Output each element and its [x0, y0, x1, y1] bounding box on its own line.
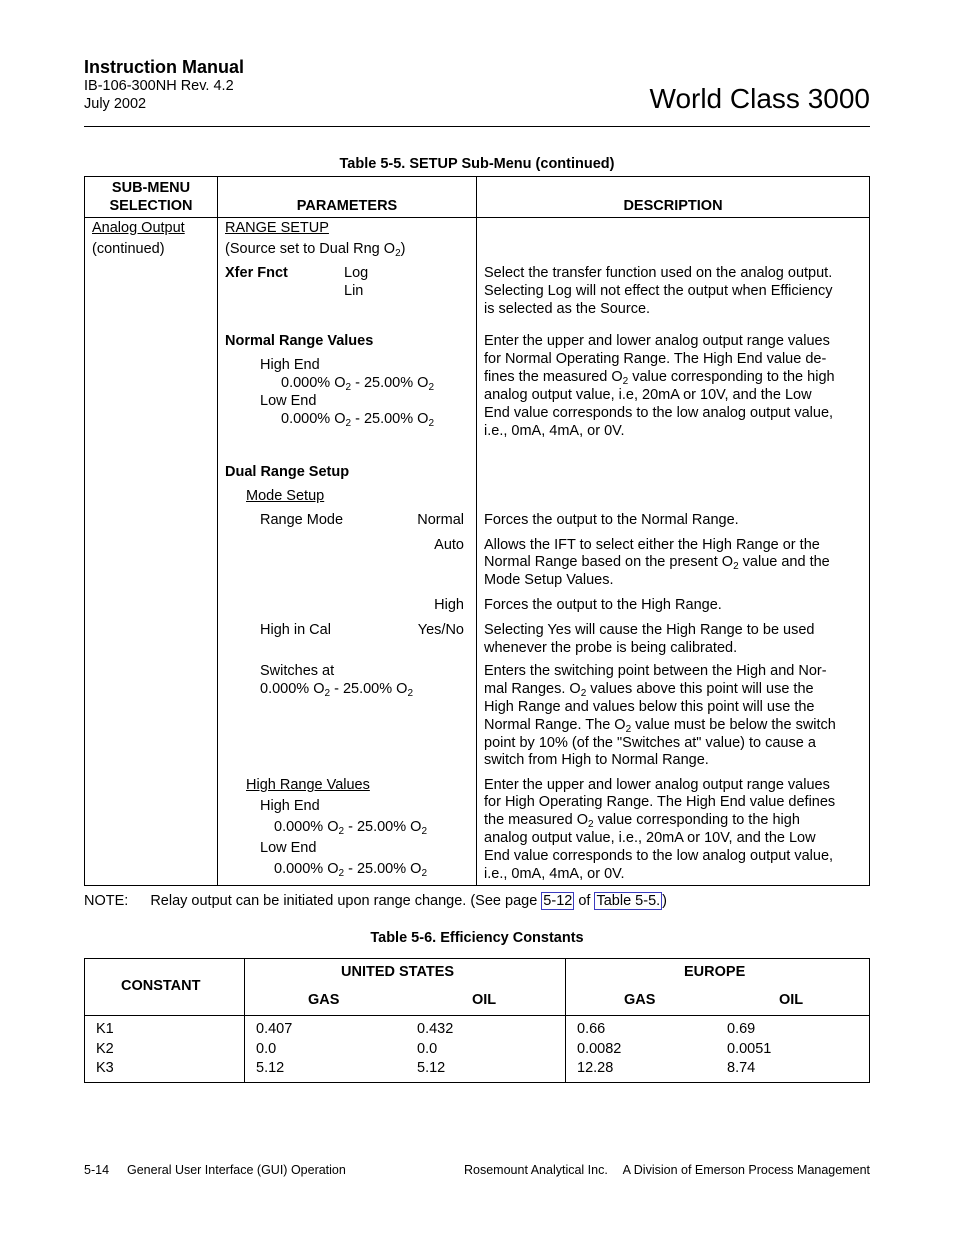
eu-oil-k2: 0.0051: [727, 1041, 772, 1057]
eu-gas-k1: 0.66: [577, 1021, 606, 1037]
constant-k1: K1: [96, 1021, 114, 1037]
normal-desc-6: i.e., 0mA, 4mA, or 0V.: [484, 423, 625, 439]
switches-at-range: 0.000% $O_2 - 25.00\%$ $O_2$: [260, 681, 413, 699]
high-range-desc-3: the measured $O_2$ value corresponding to the high: [484, 812, 800, 830]
efficiency-constants-table: [84, 958, 870, 1083]
xfer-desc-1: Select the transfer function used on the analog output.: [484, 265, 833, 281]
eu-oil-k3: 8.74: [727, 1060, 756, 1076]
source-note: (Source set to Dual Rng $O_2$): [225, 241, 406, 259]
eu-oil-k1: 0.69: [727, 1021, 756, 1037]
range-mode-normal: Normal: [417, 512, 464, 528]
high-mode-desc: Forces the output to the High Range.: [484, 597, 722, 613]
normal-desc-4: analog output value, i.e, 20mA or 10V, and the Low: [484, 387, 812, 403]
constant-k2: K2: [96, 1041, 114, 1057]
normal-high-end: High End: [260, 357, 320, 373]
us-gas-header: GAS: [308, 992, 340, 1008]
table-5-6-caption: Table 5-6. Efficiency Constants: [370, 930, 584, 946]
us-values-cell: [245, 1016, 565, 1082]
eu-gas-k2: 0.0082: [577, 1041, 622, 1057]
high-range-desc-2: for High Operating Range. The High End value defines: [484, 794, 836, 810]
normal-desc-5: End value corresponds to the low analog output value,: [484, 405, 834, 421]
us-oil-k2: 0.0: [417, 1041, 438, 1057]
eu-gas-k3: 12.28: [577, 1060, 614, 1076]
footer-company: Rosemount Analytical Inc.: [464, 1163, 608, 1177]
footer-section: General User Interface (GUI) Operation: [127, 1163, 346, 1177]
auto-desc-1: Allows the IFT to select either the High Range or the: [484, 537, 820, 553]
xfer-desc-2: Selecting Log will not effect the output when Efficiency: [484, 283, 833, 299]
high-range-desc-6: i.e., 0mA, 4mA, or 0V.: [484, 866, 625, 882]
switch-desc-1: Enters the switching point between the High and Nor-: [484, 663, 827, 679]
col-description-header: DESCRIPTION: [477, 177, 870, 218]
switch-desc-6: switch from High to Normal Range.: [484, 752, 709, 768]
eu-gas-header: GAS: [624, 992, 656, 1008]
constant-k3: K3: [96, 1060, 114, 1076]
constant-names-cell: [85, 1016, 244, 1082]
cal-desc-2: whenever the probe is being calibrated.: [484, 640, 738, 656]
submenu-analog-output: Analog Output: [92, 220, 185, 236]
europe-values-cell: [566, 1016, 869, 1082]
switch-desc-2: mal Ranges. $O_2$ values above this point will use the: [484, 681, 814, 699]
us-gas-k2: 0.0: [256, 1041, 277, 1057]
normal-range-label: Normal Range Values: [225, 333, 374, 349]
switch-desc-4: Normal Range. The $O_2$ value must be below the switch: [484, 717, 836, 735]
high-range-desc-5: End value corresponds to the low analog output value,: [484, 848, 834, 864]
xfer-desc-3: is selected as the Source.: [484, 301, 651, 317]
submenu-cell: [85, 218, 217, 885]
note-of: of: [574, 893, 595, 909]
high-in-cal-label: High in Cal: [260, 622, 331, 638]
cal-desc-1: Selecting Yes will cause the High Range to be used: [484, 622, 815, 638]
dual-range-label: Dual Range Setup: [225, 464, 350, 480]
range-setup-label: RANGE SETUP: [225, 220, 329, 236]
setup-submenu-table: [84, 176, 870, 886]
high-range-low-values: 0.000% $O_2 - 25.00\%$ $O_2$: [274, 861, 427, 879]
relay-note: [84, 893, 667, 909]
col-submenu-header: [85, 177, 218, 218]
xfer-log: Log: [344, 265, 369, 281]
normal-high-range: 0.000% $O_2 - 25.00\%$ $O_2$: [281, 375, 434, 393]
eu-oil-header: OIL: [779, 992, 804, 1008]
parameters-cell: [218, 218, 476, 885]
note-text: Relay output can be initiated upon range change. (See page: [150, 893, 542, 909]
normal-desc-3: fines the measured $O_2$ value corresponding to the high: [484, 369, 835, 387]
col-parameters-header: PARAMETERS: [218, 177, 477, 218]
xfer-fnct-label: Xfer Fnct: [225, 265, 288, 281]
us-gas-k1: 0.407: [256, 1021, 293, 1037]
range-mode-high: High: [434, 597, 464, 613]
normal-mode-desc: Forces the output to the Normal Range.: [484, 512, 739, 528]
manual-title: Instruction Manual: [84, 57, 245, 77]
table-5-5-caption: Table 5-5. SETUP Sub-Menu (continued): [339, 156, 615, 172]
us-header-cell: [245, 959, 565, 1015]
switch-desc-5: point by 10% (of the "Switches at" value) to cause a: [484, 735, 816, 751]
us-header: UNITED STATES: [341, 964, 455, 980]
normal-desc-1: Enter the upper and lower analog output range values: [484, 333, 830, 349]
auto-desc-2: Normal Range based on the present $O_2$ value and the: [484, 554, 830, 572]
description-cell: [477, 218, 869, 885]
note-prefix: NOTE:: [84, 893, 129, 909]
us-oil-header: OIL: [472, 992, 497, 1008]
table-link[interactable]: Table 5-5.: [596, 893, 661, 909]
auto-desc-3: Mode Setup Values.: [484, 572, 614, 588]
footer-division: A Division of Emerson Process Management: [622, 1163, 870, 1177]
high-range-desc-4: analog output value, i.e., 20mA or 10V, and the Low: [484, 830, 816, 846]
normal-desc-2: for Normal Operating Range. The High End value de-: [484, 351, 827, 367]
xfer-lin: Lin: [344, 283, 364, 299]
range-mode-label: Range Mode: [260, 512, 344, 528]
us-oil-k3: 5.12: [417, 1060, 446, 1076]
normal-low-end: Low End: [260, 393, 317, 409]
doc-date: July 2002: [84, 96, 147, 112]
high-in-cal-options: Yes/No: [417, 622, 464, 638]
normal-low-range: 0.000% $O_2 - 25.00\%$ $O_2$: [281, 411, 434, 429]
europe-header-cell: [566, 959, 869, 1015]
switch-desc-3: High Range and values below this point will use the: [484, 699, 815, 715]
product-name: World Class 3000: [649, 83, 870, 114]
footer-page-number: 5-14: [84, 1163, 110, 1177]
switches-at-label: Switches at: [260, 663, 335, 679]
high-range-low-end: Low End: [260, 840, 317, 856]
constant-header: CONSTANT: [121, 978, 201, 994]
range-mode-auto: Auto: [434, 537, 464, 553]
submenu-continued: (continued): [92, 241, 165, 257]
high-range-label: High Range Values: [246, 777, 370, 793]
us-oil-k1: 0.432: [417, 1021, 454, 1037]
us-gas-k3: 5.12: [256, 1060, 285, 1076]
page-link[interactable]: 5-12: [543, 893, 573, 909]
mode-setup-label: Mode Setup: [246, 488, 325, 504]
doc-number: IB-106-300NH Rev. 4.2: [84, 78, 234, 94]
high-range-desc-1: Enter the upper and lower analog output range values: [484, 777, 830, 793]
header-rule: [84, 126, 870, 127]
note-close: ): [662, 893, 668, 909]
high-range-high-end: High End: [260, 798, 320, 814]
col1-line2: SELECTION: [109, 198, 193, 214]
col1-line1: SUB-MENU: [111, 180, 191, 196]
constant-header-cell: [85, 959, 244, 1015]
high-range-high-values: 0.000% $O_2 - 25.00\%$ $O_2$: [274, 819, 427, 837]
europe-header: EUROPE: [684, 964, 746, 980]
